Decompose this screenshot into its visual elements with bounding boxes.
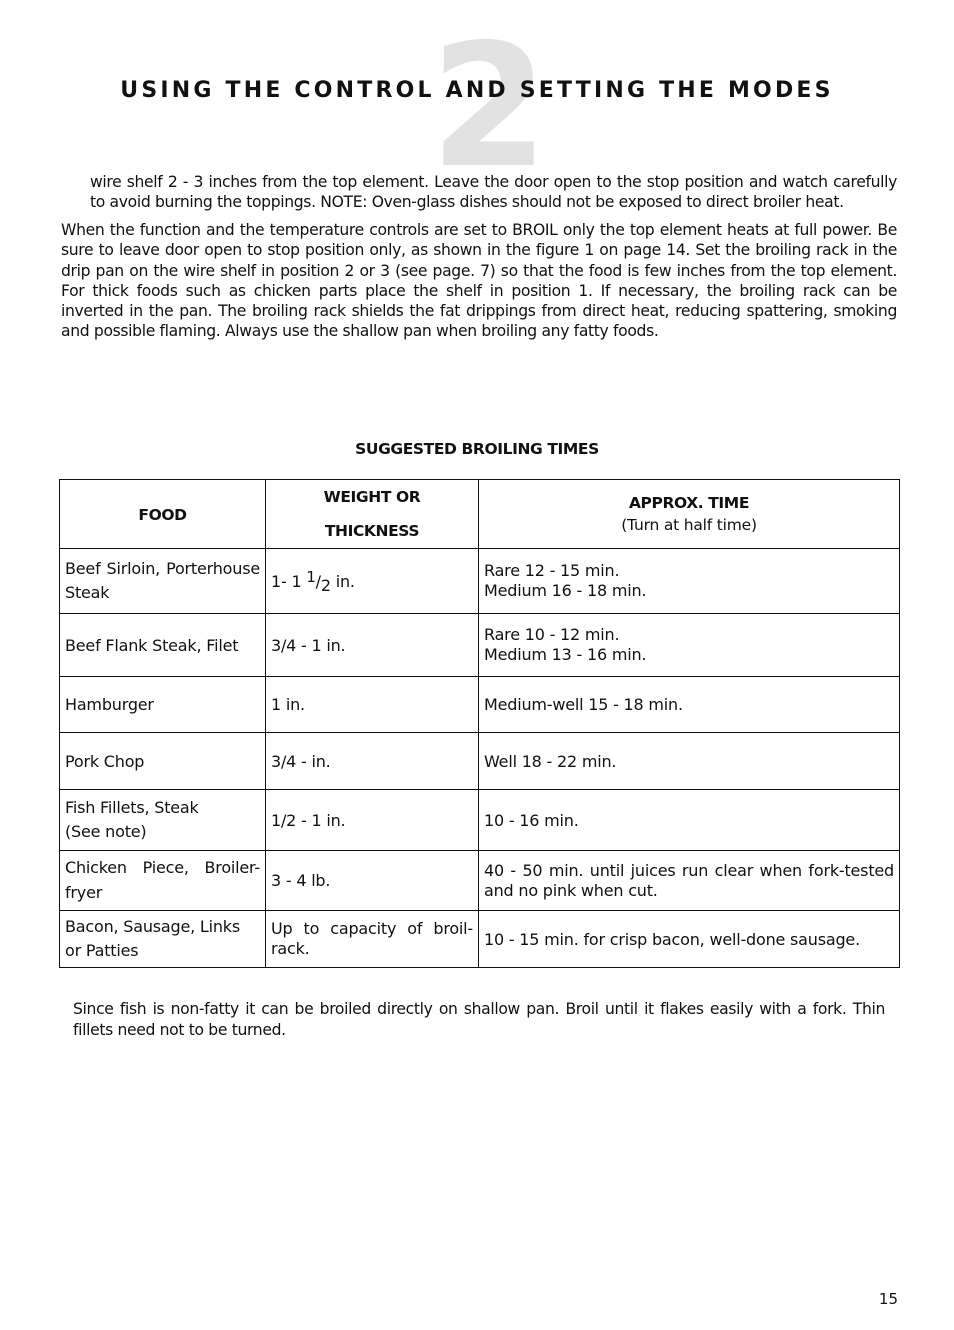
header-food: FOOD <box>60 480 266 549</box>
table-row <box>60 549 900 614</box>
food-cell: Chicken Piece, Broiler-fryer <box>60 851 266 911</box>
broiling-times-table <box>59 479 900 968</box>
food-cell: Bacon, Sausage, Links or Patties <box>60 911 266 968</box>
weight-cell: 3 - 4 lb. <box>266 851 479 911</box>
weight-cell: 1/2 - 1 in. <box>266 790 479 851</box>
chapter-number: 2 <box>430 8 549 206</box>
header-weight: WEIGHT OR THICKNESS <box>266 480 479 549</box>
table-row <box>60 911 900 968</box>
weight-cell: 1 in. <box>266 677 479 733</box>
food-cell: Hamburger <box>60 677 266 733</box>
table-row <box>60 851 900 911</box>
page-number: 15 <box>878 1290 898 1308</box>
time-cell: Rare 10 - 12 min. Medium 13 - 16 min. <box>479 614 900 677</box>
time-cell: 40 - 50 min. until juices run clear when fork-tested and no pink when cut. <box>479 851 900 911</box>
intro-continuation-paragraph: wire shelf 2 - 3 inches from the top element. Leave the door open to the stop position and watch carefully to avoid burning the toppings. NOTE: Oven-glass dishes should not be exposed to direct broiler heat. <box>90 173 897 212</box>
table-row <box>60 677 900 733</box>
table-row <box>60 614 900 677</box>
weight-cell: 3/4 - 1 in. <box>266 614 479 677</box>
time-cell: Well 18 - 22 min. <box>479 733 900 790</box>
time-cell: Medium-well 15 - 18 min. <box>479 677 900 733</box>
header-time: APPROX. TIME (Turn at half time) <box>479 480 900 549</box>
time-cell: 10 - 16 min. <box>479 790 900 851</box>
weight-cell: 1- 1 1/2 in. <box>266 549 479 614</box>
table-row <box>60 733 900 790</box>
table-title: SUGGESTED BROILING TIMES <box>355 440 599 458</box>
table-row <box>60 790 900 851</box>
time-cell: Rare 12 - 15 min. Medium 16 - 18 min. <box>479 549 900 614</box>
weight-cell: Up to capacity of broil-rack. <box>266 911 479 968</box>
food-cell: Beef Sirloin, Porterhouse Steak <box>60 549 266 614</box>
weight-cell: 3/4 - in. <box>266 733 479 790</box>
time-cell: 10 - 15 min. for crisp bacon, well-done sausage. <box>479 911 900 968</box>
page-title: USING THE CONTROL AND SETTING THE MODES <box>120 78 834 103</box>
food-cell: Beef Flank Steak, Filet <box>60 614 266 677</box>
food-cell: Fish Fillets, Steak (See note) <box>60 790 266 851</box>
fish-note-paragraph: Since fish is non-fatty it can be broiled directly on shallow pan. Broil until it flakes easily with a fork. Thin fillets need not to be turned. <box>73 1000 885 1039</box>
broil-instructions-paragraph: When the function and the temperature controls are set to BROIL only the top element heats at full power. Be sure to leave door open to stop position only, as shown in the figure 1 on page 14. Set the broiling rack in the drip pan on the wire shelf in position 2 or 3 (see page. 7) so that the food is few inches from the top element. For thick foods such as chicken parts place the shelf in position 1. If necessary, the broiling rack can be inverted in the pan. The broiling rack shields the fat drippings from direct heat, reducing spattering, smoking and possible flaming. Always use the shallow pan when broiling any fatty foods. <box>61 221 897 341</box>
table-header-row <box>60 480 900 549</box>
food-cell: Pork Chop <box>60 733 266 790</box>
